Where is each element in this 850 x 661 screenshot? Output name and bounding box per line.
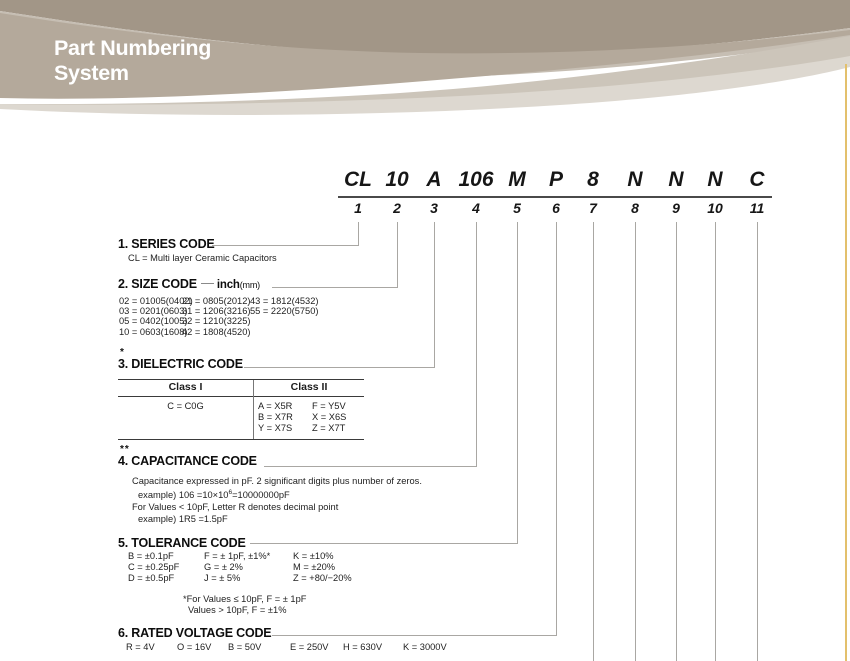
dielectric-item: Z = X7T — [312, 423, 346, 433]
tolerance-item: Z = +80/−20% — [293, 573, 352, 583]
connector-vline-3 — [434, 222, 435, 368]
dielectric-footnote-mark: * — [120, 347, 125, 358]
capacitance-example1-prefix: example) 106 =10×10 — [138, 490, 229, 500]
size-code-col3 — [250, 296, 319, 316]
size-code-item: 02 = 01005(0402) — [119, 296, 193, 306]
connector-vline-2 — [397, 222, 398, 288]
pn-index-6: 6 — [552, 200, 560, 216]
dielectric-class2-header: Class II — [254, 380, 364, 397]
pn-index-1: 1 — [354, 200, 362, 216]
voltage-item: K = 3000V — [403, 642, 447, 652]
page-title-line2: System — [54, 61, 129, 85]
pn-index-2: 2 — [393, 200, 401, 216]
connector-hline-3 — [244, 367, 434, 368]
size-code-item: 03 = 0201(0603) — [119, 306, 188, 317]
pn-code-2: 10 — [385, 168, 409, 191]
tolerance-item: B = ±0.1pF — [128, 551, 174, 561]
connector-hline-1 — [212, 245, 358, 246]
series-code-desc: CL = Multi layer Ceramic Capacitors — [128, 253, 277, 263]
dielectric-class2-col2 — [312, 401, 346, 434]
voltage-item: O = 16V — [177, 642, 212, 652]
connector-vline-11 — [757, 222, 758, 661]
voltage-item: H = 630V — [343, 642, 383, 652]
pn-index-3: 3 — [430, 200, 438, 216]
tolerance-item: M = ±20% — [293, 562, 336, 572]
pn-code-11: C — [749, 168, 765, 191]
pn-index-7: 7 — [589, 200, 597, 216]
size-code-col2 — [182, 296, 251, 337]
size-code-title — [118, 277, 260, 291]
capacitance-line1: Capacitance expressed in pF. 2 significant digits plus number of zeros. — [132, 476, 422, 486]
pn-index-8: 8 — [631, 200, 639, 216]
dielectric-class2-col1 — [258, 401, 293, 434]
pn-code-3: A — [426, 168, 442, 191]
connector-vline-5 — [517, 222, 518, 544]
capacitance-example1-suffix: =10000000pF — [232, 490, 290, 500]
connector-hline-5 — [250, 543, 517, 544]
dielectric-class1-value: C = C0G — [167, 401, 204, 411]
size-code-dash — [201, 283, 214, 284]
size-code-item: 31 = 1206(3216) — [182, 306, 251, 317]
size-code-label: 2. SIZE CODE — [118, 277, 197, 291]
size-code-item: 32 = 1210(3225) — [182, 316, 251, 327]
pn-index-10: 10 — [707, 200, 723, 216]
connector-hline-2 — [272, 287, 397, 288]
dielectric-table — [118, 379, 364, 440]
connector-vline-9 — [676, 222, 677, 661]
size-code-unit-paren: (mm) — [239, 280, 260, 290]
tolerance-item: K = ±10% — [293, 551, 334, 561]
tolerance-item: G = ± 2% — [204, 562, 243, 572]
dielectric-item: F = Y5V — [312, 401, 346, 411]
tolerance-footnote1: *For Values ≤ 10pF, F = ± 1pF — [183, 594, 307, 604]
size-code-item: 05 = 0402(1005) — [119, 316, 188, 327]
tolerance-col1 — [128, 551, 179, 584]
page-edge-accent-line — [845, 64, 847, 661]
size-code-item: 42 = 1808(4520) — [182, 326, 251, 337]
connector-hline-4 — [264, 466, 476, 467]
tolerance-code-title: 5. TOLERANCE CODE — [118, 536, 246, 550]
size-code-item: 10 = 0603(1608) — [119, 326, 188, 337]
connector-vline-1 — [358, 222, 359, 246]
voltage-item: E = 250V — [290, 642, 329, 652]
pn-code-6: P — [548, 168, 564, 191]
capacitance-example1-exponent: 6 — [228, 489, 233, 496]
connector-vline-10 — [715, 222, 716, 661]
dielectric-item: A = X5R — [258, 401, 293, 411]
tolerance-footnote2: Values > 10pF, F = ±1% — [188, 605, 287, 615]
pn-index-11: 11 — [749, 200, 765, 216]
capacitance-line2: For Values < 10pF, Letter R denotes decimal point — [132, 502, 339, 512]
dielectric-item: X = X6S — [312, 412, 347, 422]
tolerance-col3 — [293, 551, 352, 584]
connector-vline-8 — [635, 222, 636, 661]
pn-index-9: 9 — [672, 200, 680, 216]
series-code-title: 1. SERIES CODE — [118, 237, 215, 251]
tolerance-item: F = ± 1pF, ±1%* — [204, 551, 271, 561]
dielectric-code-title: 3. DIELECTRIC CODE — [118, 357, 243, 371]
dielectric-item: B = X7R — [258, 412, 293, 422]
rated-voltage-code-title: 6. RATED VOLTAGE CODE — [118, 626, 272, 640]
size-code-item: 43 = 1812(4532) — [250, 296, 319, 306]
pn-code-7: 8 — [587, 168, 599, 191]
tolerance-col2 — [204, 551, 270, 584]
connector-vline-4 — [476, 222, 477, 467]
page-title — [54, 36, 211, 86]
pn-code-1: CL — [344, 168, 372, 191]
pn-code-8: N — [627, 168, 643, 191]
size-code-item: 55 = 2220(5750) — [250, 306, 319, 317]
pn-code-4: 106 — [458, 168, 494, 191]
pn-code-9: N — [668, 168, 684, 191]
voltage-item: R = 4V — [126, 642, 155, 652]
size-code-item: 21 = 0805(2012) — [182, 296, 251, 306]
pn-index-4: 4 — [472, 200, 480, 216]
pn-code-10: N — [707, 168, 723, 191]
pn-code-5: M — [508, 168, 526, 191]
capacitance-example1 — [138, 488, 290, 501]
tolerance-item: J = ± 5% — [204, 573, 241, 583]
dielectric-item: Y = X7S — [258, 423, 293, 433]
tolerance-item: C = ±0.25pF — [128, 562, 180, 572]
capacitance-code-title: 4. CAPACITANCE CODE — [118, 454, 257, 468]
pn-index-5: 5 — [513, 200, 521, 216]
size-code-unit: inch — [216, 279, 240, 291]
part-number-underline — [338, 196, 772, 198]
connector-hline-6 — [272, 635, 556, 636]
voltage-item: B = 50V — [228, 642, 262, 652]
page-title-line1: Part Numbering — [54, 36, 212, 60]
dielectric-class1-header: Class I — [118, 380, 253, 397]
connector-vline-6 — [556, 222, 557, 636]
capacitance-footnote-mark: ** — [120, 444, 130, 455]
capacitance-example2: example) 1R5 =1.5pF — [138, 514, 228, 524]
tolerance-item: D = ±0.5pF — [128, 573, 175, 583]
connector-vline-7 — [593, 222, 594, 661]
